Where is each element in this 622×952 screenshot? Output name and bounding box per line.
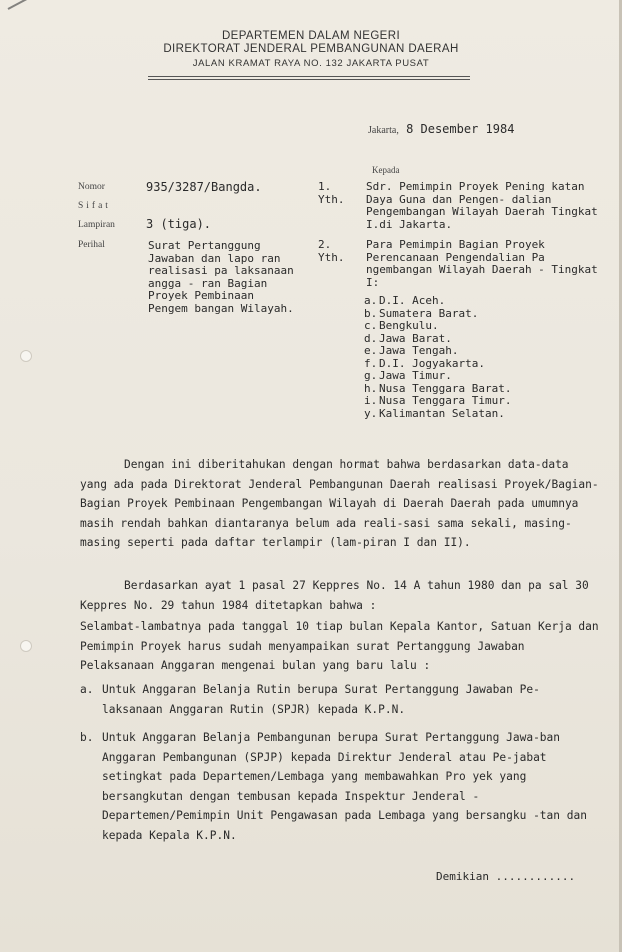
body-paragraph-1: Dengan ini diberitahukan dengan hormat bahwa berdasarkan data-data yang ada pada Direktorat Jenderal Pembangunan Daerah realisasi Proyek/Bagian-Bagian Proyek Pembinaan Pengembangan Wilayah di Daerah Daerah pada umumnya masih rendah bahkan diantaranya belum ada reali-sasi sama sekali, masing-masing seperti pada daftar terlampir (lam-piran I dan II). bbox=[80, 458, 599, 550]
body-paragraph-3: Selambat-lambatnya pada tanggal 10 tiap bulan Kepala Kantor, Satuan Kerja dan Pemimpin Proyek harus sudah menyampaikan surat Pertanggung Jawaban Pelaksanaan Anggaran mengenai bulan yang baru lalu : bbox=[80, 620, 599, 673]
list-item-text: D.I. Jogyakarta. bbox=[379, 356, 485, 370]
body-paragraph-2: Berdasarkan ayat 1 pasal 27 Keppres No. 14 A tahun 1980 dan pa sal 30 Keppres No. 29 tahun 1984 ditetapkan bahwa : bbox=[80, 579, 589, 612]
list-item-letter: c. bbox=[364, 319, 378, 332]
kepada-label: Kepada bbox=[372, 165, 400, 175]
nomor-label: Nomor bbox=[78, 182, 105, 192]
perihal-value: Surat Pertanggung Jawaban dan lapo ran realisasi pa laksanaan angga - ran Bagian Proyek Pembinaan Pengem bangan Wilayah. bbox=[148, 239, 294, 315]
letterhead-rule-bottom bbox=[148, 79, 470, 80]
item-a-text: Untuk Anggaran Belanja Rutin berupa Surat Pertanggung Jawaban Pe-laksanaan Anggaran Rutin (SPJR) kepada K.P.N. bbox=[102, 683, 540, 716]
item-b-text: Untuk Anggaran Belanja Pembangunan berupa Surat Pertanggung Jawa-ban Anggaran Pembangunan (SPJP) kepada Direktur Jenderal atau Pe-jabat setingkat pada Departemen/Lembaga yang membawahkan Pro yek yang bersangkutan dengan tembusan kepada Inspektur Jenderal -Departemen/Pemimpin Unit Pengawasan pada Lembaga yang bersangku -tan dan kepada Kepala K.P.N. bbox=[102, 731, 587, 842]
list-item-letter: b. bbox=[364, 306, 378, 320]
list-item-text: Jawa Timur. bbox=[379, 369, 452, 382]
item-b bbox=[80, 728, 600, 846]
list-item-letter: f. bbox=[364, 356, 378, 370]
letterhead-address: JALAN KRAMAT RAYA NO. 132 JAKARTA PUSAT bbox=[192, 58, 430, 69]
item-b-label: b. bbox=[80, 731, 94, 744]
list-item-text: Nusa Tenggara Timur. bbox=[379, 394, 512, 407]
closing-text: Demikian ............ bbox=[436, 870, 576, 883]
item-a bbox=[80, 680, 600, 719]
pen-mark bbox=[8, 0, 42, 10]
recipient-2-text: Para Pemimpin Bagian Proyek Perencanaan Pengendalian Pa ngembangan Wilayah Daerah - Tingkat I: bbox=[366, 238, 598, 289]
list-item-text: Kalimantan Selatan. bbox=[379, 406, 505, 420]
province-list bbox=[364, 295, 511, 420]
list-item-text: Nusa Tenggara Barat. bbox=[379, 381, 512, 395]
sifat-label: Sifat bbox=[78, 201, 111, 211]
recipient-2-number: 2. Yth. bbox=[318, 238, 345, 264]
date-city: Jakarta, bbox=[368, 125, 399, 136]
letterhead-directorate: DIREKTORAT JENDERAL PEMBANGUNAN DAERAH bbox=[163, 43, 459, 55]
punch-hole-lower bbox=[20, 640, 32, 652]
letterhead-rule-top bbox=[148, 76, 470, 77]
letter-date bbox=[368, 122, 514, 136]
date-value: 8 Desember 1984 bbox=[406, 122, 515, 136]
list-item bbox=[364, 408, 511, 421]
list-item-letter: i. bbox=[364, 394, 378, 407]
list-item-letter: y. bbox=[364, 406, 378, 420]
list-item-letter: e. bbox=[364, 344, 378, 357]
lampiran-label: Lampiran bbox=[78, 220, 115, 230]
list-item-letter: d. bbox=[364, 331, 378, 345]
recipient-1-text: Sdr. Pemimpin Proyek Pening katan Daya Guna dan Pengen- dalian Pengembangan Wilayah Daerah Tingkat I.di Jakarta. bbox=[366, 180, 598, 231]
list-item-text: Bengkulu. bbox=[379, 319, 439, 332]
nomor-value: 935/3287/Bangda. bbox=[146, 180, 262, 194]
letterhead-department: DEPARTEMEN DALAM NEGERI bbox=[221, 30, 401, 42]
list-item-text: Jawa Barat. bbox=[379, 331, 452, 345]
list-item-letter: g. bbox=[364, 369, 378, 382]
list-item-letter: a. bbox=[364, 294, 378, 307]
letterhead bbox=[0, 30, 622, 69]
lampiran-value: 3 (tiga). bbox=[146, 217, 212, 231]
perihal-label: Perihal bbox=[78, 240, 105, 250]
recipient-1-number: 1. Yth. bbox=[318, 180, 345, 206]
list-item-text: Jawa Tengah. bbox=[379, 344, 459, 357]
item-a-label: a. bbox=[80, 683, 94, 696]
list-item-text: Sumatera Barat. bbox=[379, 306, 479, 320]
list-item-letter: h. bbox=[364, 381, 378, 395]
punch-hole-upper bbox=[20, 350, 32, 362]
list-item-text: D.I. Aceh. bbox=[379, 294, 446, 307]
